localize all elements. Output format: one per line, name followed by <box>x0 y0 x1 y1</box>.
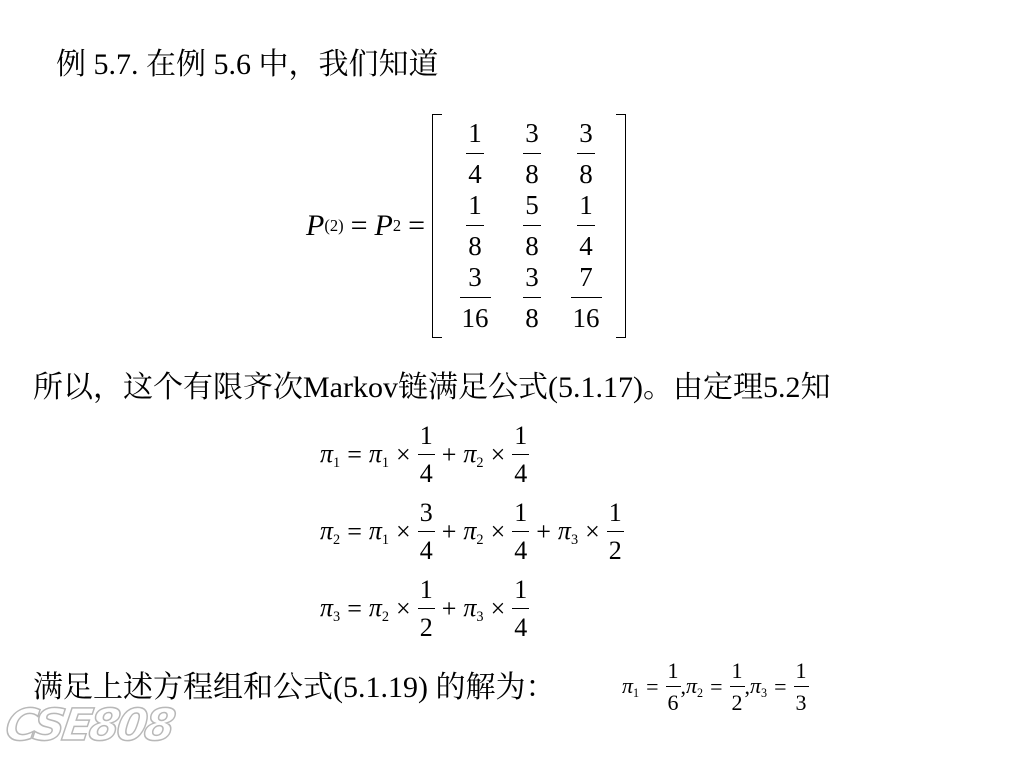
fraction <box>512 577 529 641</box>
fraction <box>577 192 595 260</box>
fraction-bar <box>577 153 595 154</box>
matrix-grid <box>442 118 616 334</box>
pi-subscript: 2 <box>476 454 484 471</box>
pi-subscript: 3 <box>761 686 768 701</box>
pi-term <box>369 516 389 549</box>
fraction <box>794 660 809 714</box>
fraction-bar <box>418 454 435 455</box>
pi-subscript: 1 <box>381 454 390 471</box>
pi-symbol: π <box>557 515 571 545</box>
fraction-bar <box>512 608 529 609</box>
fraction <box>418 423 435 487</box>
denominator: 2 <box>419 613 433 642</box>
denominator: 3 <box>795 690 807 715</box>
numerator: 1 <box>514 575 528 604</box>
fraction <box>523 120 541 188</box>
fraction-bar <box>523 297 541 298</box>
operator: × <box>490 517 506 546</box>
comma: , <box>744 674 750 699</box>
solution-values <box>622 660 809 714</box>
pi-symbol: π <box>368 515 382 545</box>
denominator: 4 <box>468 159 482 189</box>
pi-term <box>320 439 340 472</box>
numerator: 1 <box>468 118 482 148</box>
numerator: 3 <box>579 118 593 148</box>
p-square: 2 <box>392 216 402 235</box>
denominator: 8 <box>579 159 593 189</box>
fraction <box>418 500 435 564</box>
pi-subscript: 3 <box>570 531 579 548</box>
fraction-bar <box>466 225 484 226</box>
operator: × <box>490 440 506 469</box>
pi-symbol: π <box>368 592 382 622</box>
comma: , <box>680 674 686 699</box>
fraction <box>418 577 435 641</box>
fraction-bar <box>607 531 624 532</box>
pi-symbol: π <box>622 672 634 698</box>
operator: = <box>710 674 723 699</box>
fraction <box>523 264 541 332</box>
pi-symbol: π <box>368 438 382 468</box>
fraction <box>466 192 484 260</box>
operator: + <box>441 517 457 546</box>
operator: = <box>774 674 787 699</box>
pi-term <box>622 673 639 701</box>
numerator: 1 <box>667 658 679 683</box>
operator: = <box>347 440 362 469</box>
fraction-bar <box>512 454 529 455</box>
pi-term <box>320 593 340 626</box>
operator: × <box>490 594 506 623</box>
fraction-bar <box>418 531 435 532</box>
fraction <box>523 192 541 260</box>
numerator: 1 <box>608 498 622 527</box>
transition-matrix-equation <box>306 110 626 342</box>
equals-sign: = <box>350 209 368 242</box>
fraction-bar <box>577 225 595 226</box>
pi-subscript: 1 <box>381 531 390 548</box>
pi-term <box>463 439 483 472</box>
pi-term <box>320 516 340 549</box>
fraction-bar <box>512 531 529 532</box>
right-bracket <box>616 114 626 338</box>
fraction <box>466 120 484 188</box>
pi-term <box>686 673 703 701</box>
numerator: 1 <box>514 421 528 450</box>
pi-subscript: 2 <box>697 686 704 701</box>
pi-term <box>750 673 767 701</box>
denominator: 8 <box>525 303 539 333</box>
pi-term <box>369 439 389 472</box>
denominator: 6 <box>667 690 679 715</box>
operator: + <box>536 517 551 546</box>
example-heading: 例 5.7. 在例 5.6 中，我们知道 <box>56 48 439 81</box>
fraction-bar <box>523 153 541 154</box>
denominator: 16 <box>461 303 489 333</box>
fraction-bar <box>666 686 681 687</box>
denominator: 8 <box>525 231 539 261</box>
equation-pi2 <box>320 500 624 564</box>
denominator: 2 <box>731 690 743 715</box>
fraction-bar <box>460 297 491 298</box>
fraction <box>460 264 491 332</box>
denominator: 4 <box>419 536 433 565</box>
fraction-bar <box>466 153 484 154</box>
denominator: 4 <box>514 536 528 565</box>
pi-subscript: 2 <box>476 531 484 548</box>
pi-subscript: 3 <box>476 608 484 625</box>
denominator: 2 <box>608 536 622 565</box>
pi-subscript: 1 <box>333 454 341 471</box>
numerator: 1 <box>468 190 482 220</box>
fraction <box>571 264 602 332</box>
pi-symbol: π <box>320 438 334 468</box>
pi-symbol: π <box>463 438 477 468</box>
markov-statement: 所以，这个有限齐次Markov链满足公式(5.1.17)。由定理5.2知 <box>33 371 831 404</box>
numerator: 1 <box>419 421 433 450</box>
pi-subscript: 3 <box>333 608 341 625</box>
denominator: 16 <box>572 303 600 333</box>
fraction-bar <box>523 225 541 226</box>
pi-term <box>463 593 483 626</box>
pi-symbol: π <box>463 515 477 545</box>
fraction <box>512 500 529 564</box>
operator: × <box>585 517 600 546</box>
numerator: 1 <box>795 658 807 683</box>
fraction <box>607 500 624 564</box>
fraction <box>512 423 529 487</box>
operator: = <box>646 674 659 699</box>
pi-symbol: π <box>686 672 698 698</box>
numerator: 3 <box>468 262 482 292</box>
pi-subscript: 1 <box>633 686 640 701</box>
numerator: 1 <box>731 658 743 683</box>
pi-symbol: π <box>463 592 477 622</box>
pi-symbol: π <box>320 592 334 622</box>
operator: = <box>347 594 362 623</box>
solution-statement: 满足上述方程组和公式(5.1.19) 的解为： <box>33 671 556 704</box>
fraction-bar <box>418 608 435 609</box>
numerator: 1 <box>579 190 593 220</box>
equation-pi3 <box>320 577 529 641</box>
p-superscript: (2) <box>324 216 344 235</box>
denominator: 4 <box>514 613 528 642</box>
numerator: 3 <box>525 118 539 148</box>
numerator: 1 <box>514 498 528 527</box>
fraction <box>666 660 681 714</box>
numerator: 1 <box>419 575 433 604</box>
p-symbol: P <box>374 209 393 242</box>
operator: + <box>441 594 457 623</box>
operator: + <box>441 440 457 469</box>
denominator: 4 <box>514 459 528 488</box>
fraction <box>730 660 745 714</box>
denominator: 4 <box>419 459 433 488</box>
operator: × <box>396 594 411 623</box>
fraction-bar <box>794 686 809 687</box>
pi-term <box>463 516 483 549</box>
equation-pi1 <box>320 423 529 487</box>
fraction <box>577 120 595 188</box>
fraction-bar <box>571 297 602 298</box>
denominator: 4 <box>579 231 593 261</box>
operator: = <box>347 517 362 546</box>
numerator: 7 <box>579 262 593 292</box>
numerator: 3 <box>419 498 433 527</box>
pi-symbol: π <box>750 672 762 698</box>
operator: × <box>396 517 411 546</box>
pi-symbol: π <box>320 515 334 545</box>
p-symbol: P <box>306 209 325 242</box>
numerator: 3 <box>525 262 539 292</box>
pi-subscript: 2 <box>381 608 390 625</box>
fraction-bar <box>730 686 745 687</box>
operator: × <box>396 440 411 469</box>
pi-subscript: 2 <box>333 531 341 548</box>
denominator: 8 <box>468 231 482 261</box>
pi-term <box>558 516 578 549</box>
watermark-logo: CSE808 <box>2 700 176 751</box>
pi-term <box>369 593 389 626</box>
equals-sign: = <box>408 209 425 242</box>
denominator: 8 <box>525 159 539 189</box>
left-bracket <box>432 114 442 338</box>
numerator: 5 <box>525 190 539 220</box>
